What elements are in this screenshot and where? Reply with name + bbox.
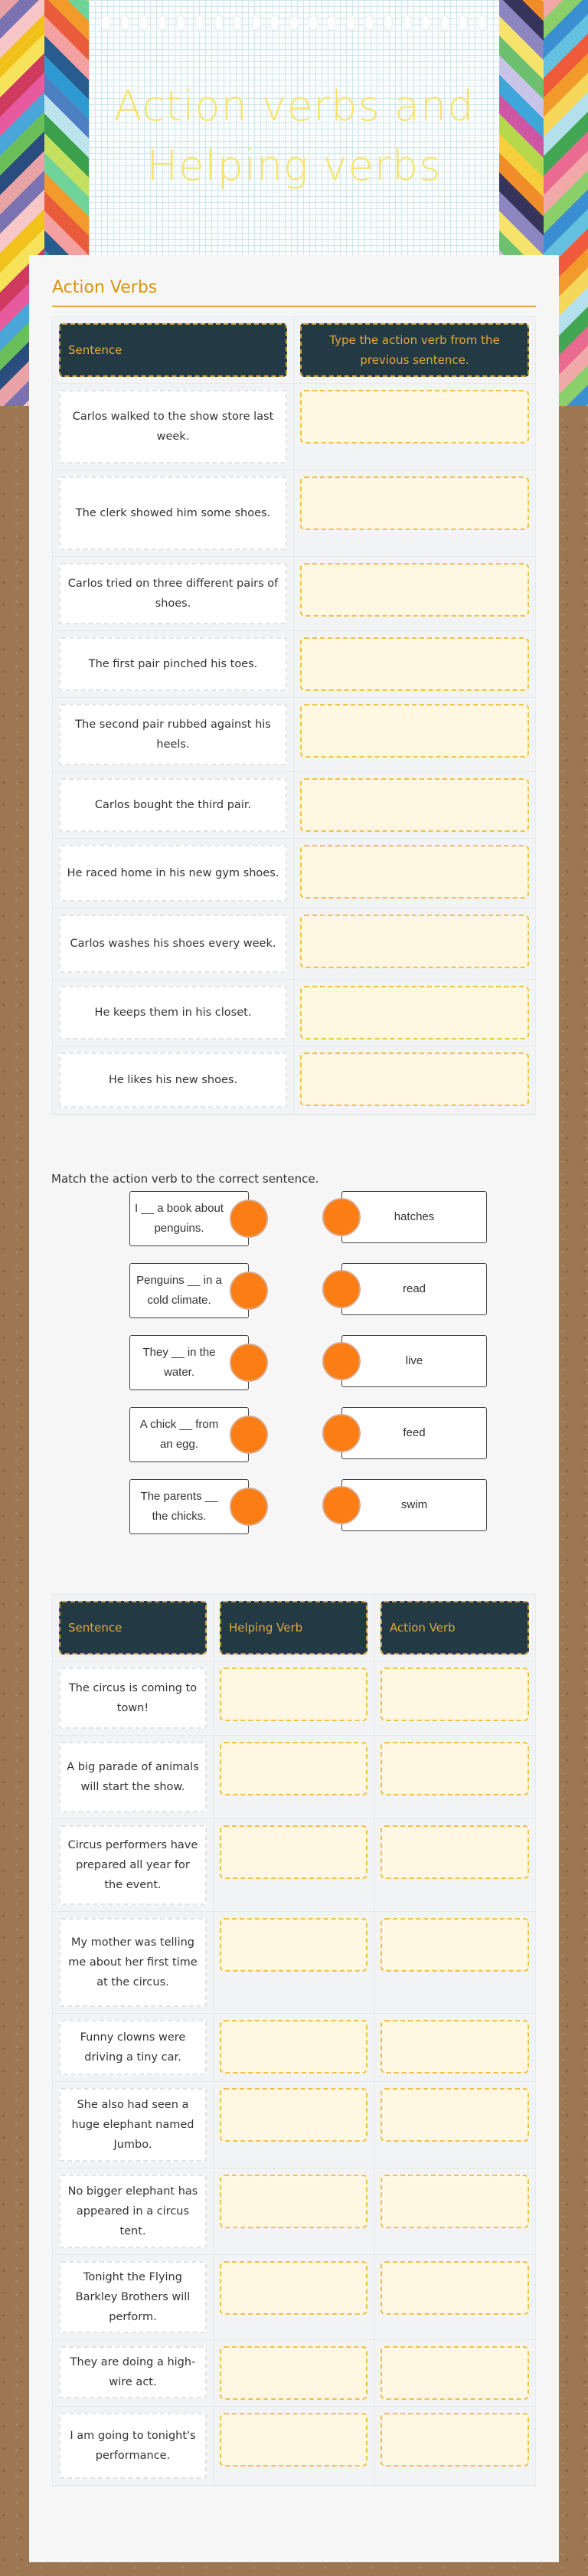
table-row <box>53 908 535 980</box>
sentence-text: No bigger elephant has appeared in a circus tent. <box>59 2175 207 2248</box>
helping-verb-drop-zone[interactable] <box>220 2413 368 2466</box>
table-row <box>53 1819 535 1912</box>
action-verb-drop-zone[interactable] <box>381 1825 529 1879</box>
sentence-cell <box>53 2082 214 2168</box>
answer-cell <box>214 1912 374 2013</box>
match-sentence[interactable]: I __ a book about penguins. <box>129 1191 249 1246</box>
helping-verb-drop-zone[interactable] <box>220 1918 368 1972</box>
column-header: Sentence <box>59 323 287 377</box>
paper-hole <box>327 15 336 31</box>
match-verb[interactable]: live <box>341 1335 487 1387</box>
paper-hole <box>233 15 242 31</box>
match-verb[interactable]: read <box>341 1263 487 1315</box>
sentence-text: Funny clowns were driving a tiny car. <box>59 2020 207 2075</box>
answer-drop-zone[interactable] <box>300 845 529 898</box>
answer-cell <box>374 2168 535 2254</box>
paper-hole <box>364 15 374 31</box>
helping-verbs-table <box>52 1594 536 2486</box>
connector-dot[interactable] <box>230 1200 268 1238</box>
answer-cell <box>214 2255 374 2339</box>
table-row <box>53 1661 535 1736</box>
connector-dot[interactable] <box>230 1488 268 1526</box>
match-row <box>29 1191 559 1246</box>
answer-cell <box>214 2168 374 2254</box>
sentence-cell <box>53 1819 214 1911</box>
table-row <box>53 2255 535 2340</box>
match-sentence[interactable]: A chick __ from an egg. <box>129 1407 249 1462</box>
header-cell <box>53 1595 214 1661</box>
answer-cell <box>294 908 535 979</box>
answer-drop-zone[interactable] <box>300 704 529 758</box>
table-row <box>53 2014 535 2082</box>
header-row <box>53 317 535 384</box>
helping-verb-drop-zone[interactable] <box>220 2020 368 2074</box>
answer-cell <box>374 1912 535 2013</box>
answer-cell <box>214 1661 374 1735</box>
table-row <box>53 1046 535 1115</box>
sentence-text: The second pair rubbed against his heels. <box>59 704 287 765</box>
match-verb[interactable]: hatches <box>341 1191 487 1243</box>
answer-cell <box>374 2014 535 2081</box>
sentence-text: Circus performers have prepared all year for the event. <box>59 1825 207 1905</box>
answer-cell <box>214 2082 374 2168</box>
section-title: Action Verbs <box>52 278 158 297</box>
answer-drop-zone[interactable] <box>300 390 529 444</box>
answer-drop-zone[interactable] <box>300 986 529 1039</box>
table-row <box>53 2082 535 2168</box>
sentence-cell <box>53 470 294 556</box>
sentence-text: Tonight the Flying Barkley Brothers will perform. <box>59 2261 207 2333</box>
paper-hole <box>195 15 204 31</box>
connector-dot[interactable] <box>322 1414 361 1452</box>
helping-verb-drop-zone[interactable] <box>220 2261 368 2315</box>
sentence-cell <box>53 631 294 697</box>
sentence-text: Carlos bought the third pair. <box>59 778 287 832</box>
answer-cell <box>294 631 535 697</box>
matching-instruction: Match the action verb to the correct sentence. <box>51 1172 319 1186</box>
table-row <box>53 470 535 557</box>
match-row <box>29 1479 559 1534</box>
header-cell <box>53 317 294 383</box>
sentence-cell <box>53 2014 214 2081</box>
paper-hole <box>139 15 148 31</box>
answer-cell <box>374 1736 535 1818</box>
helping-verb-drop-zone[interactable] <box>220 2088 368 2142</box>
helping-verb-drop-zone[interactable] <box>220 1668 368 1721</box>
answer-cell <box>294 698 535 771</box>
action-verb-drop-zone[interactable] <box>381 2413 529 2466</box>
paper-hole <box>459 15 468 31</box>
answer-drop-zone[interactable] <box>300 563 529 617</box>
sentence-text: They are doing a high-wire act. <box>59 2346 207 2398</box>
paper-hole <box>252 15 261 31</box>
column-header: Helping Verb <box>220 1601 368 1655</box>
sentence-cell <box>53 908 294 979</box>
table-row <box>53 1736 535 1819</box>
action-verb-drop-zone[interactable] <box>381 2261 529 2315</box>
answer-cell <box>294 384 535 470</box>
sentence-text: A big parade of animals will start the show. <box>59 1742 207 1812</box>
table-row <box>53 772 535 839</box>
answer-cell <box>294 772 535 838</box>
action-verb-drop-zone[interactable] <box>381 1668 529 1721</box>
sentence-text: My mother was telling me about her first time at the circus. <box>59 1918 207 2007</box>
sentence-text: She also had seen a huge elephant named Jumbo. <box>59 2088 207 2162</box>
sentence-cell <box>53 2407 214 2485</box>
sentence-text: The first pair pinched his toes. <box>59 637 287 691</box>
paper-hole <box>270 15 279 31</box>
header-cell <box>214 1595 374 1661</box>
sentence-text: Carlos washes his shoes every week. <box>59 915 287 973</box>
sentence-cell <box>53 2168 214 2254</box>
match-row <box>29 1335 559 1390</box>
paper-hole <box>440 15 449 31</box>
table-row <box>53 2407 535 2486</box>
action-verb-drop-zone[interactable] <box>381 1918 529 1972</box>
connector-dot[interactable] <box>322 1486 361 1524</box>
sentence-cell <box>53 2255 214 2339</box>
sentence-cell <box>53 1046 294 1114</box>
answer-cell <box>294 839 535 908</box>
answer-cell <box>214 2014 374 2081</box>
match-row <box>29 1263 559 1318</box>
connector-dot[interactable] <box>230 1416 268 1454</box>
paper-hole <box>214 15 224 31</box>
answer-drop-zone[interactable] <box>300 1052 529 1106</box>
match-sentence[interactable]: Penguins __ in a cold climate. <box>129 1263 249 1318</box>
answer-cell <box>374 2407 535 2485</box>
connector-dot[interactable] <box>230 1344 268 1382</box>
worksheet-card <box>29 255 559 2562</box>
table-row <box>53 2168 535 2255</box>
match-verb[interactable]: swim <box>341 1479 487 1531</box>
action-verb-drop-zone[interactable] <box>381 2088 529 2142</box>
match-sentence[interactable]: They __ in the water. <box>129 1335 249 1390</box>
answer-cell <box>214 1819 374 1911</box>
answer-cell <box>374 2255 535 2339</box>
sentence-cell <box>53 772 294 838</box>
paper-hole <box>421 15 430 31</box>
sentence-text: He raced home in his new gym shoes. <box>59 845 287 902</box>
answer-cell <box>294 557 535 630</box>
action-verb-drop-zone[interactable] <box>381 1742 529 1795</box>
sentence-text: He likes his new shoes. <box>59 1052 287 1108</box>
answer-cell <box>214 2340 374 2406</box>
paper-holes-top <box>101 15 487 31</box>
action-verb-drop-zone[interactable] <box>381 2175 529 2228</box>
answer-drop-zone[interactable] <box>300 476 529 530</box>
paper-hole <box>346 15 355 31</box>
helping-verb-drop-zone[interactable] <box>220 2346 368 2400</box>
sentence-cell <box>53 839 294 908</box>
answer-cell <box>374 1819 535 1911</box>
sentence-text: He keeps them in his closet. <box>59 986 287 1039</box>
column-header: Sentence <box>59 1601 207 1655</box>
table-row <box>53 1912 535 2014</box>
table-row <box>53 698 535 772</box>
sentence-cell <box>53 557 294 630</box>
paper-hole <box>403 15 412 31</box>
answer-drop-zone[interactable] <box>300 915 529 968</box>
action-verb-drop-zone[interactable] <box>381 2020 529 2074</box>
match-verb[interactable]: feed <box>341 1407 487 1459</box>
action-verbs-table <box>52 316 536 1115</box>
sentence-text: Carlos tried on three different pairs of shoes. <box>59 563 287 624</box>
answer-cell <box>374 2082 535 2168</box>
action-verb-drop-zone[interactable] <box>381 2346 529 2400</box>
sentence-cell <box>53 1912 214 2013</box>
helping-verb-drop-zone[interactable] <box>220 1825 368 1879</box>
header-cell <box>294 317 535 383</box>
column-header: Action Verb <box>381 1601 529 1655</box>
paper-hole <box>289 15 299 31</box>
column-header: Type the action verb from the previous sentence. <box>300 323 529 377</box>
table-row <box>53 2340 535 2407</box>
paper-hole <box>176 15 185 31</box>
table-row <box>53 631 535 698</box>
table-row <box>53 384 535 470</box>
page-title: Action verbs and Helping verbs <box>113 82 475 190</box>
helping-verb-drop-zone[interactable] <box>220 1742 368 1795</box>
sentence-cell <box>53 980 294 1046</box>
connector-dot[interactable] <box>322 1198 361 1236</box>
paper-hole <box>101 15 110 31</box>
divider <box>52 306 536 307</box>
paper-hole <box>478 15 487 31</box>
answer-cell <box>294 980 535 1046</box>
header-cell <box>374 1595 535 1661</box>
sentence-cell <box>53 2340 214 2406</box>
sentence-cell <box>53 1661 214 1735</box>
table-row <box>53 980 535 1046</box>
sentence-cell <box>53 698 294 771</box>
sentence-cell <box>53 1736 214 1818</box>
paper-hole <box>384 15 393 31</box>
answer-cell <box>214 2407 374 2485</box>
connector-dot[interactable] <box>230 1272 268 1310</box>
answer-cell <box>374 1661 535 1735</box>
answer-cell <box>294 470 535 556</box>
connector-dot[interactable] <box>322 1342 361 1380</box>
helping-verb-drop-zone[interactable] <box>220 2175 368 2228</box>
sentence-text: The circus is coming to town! <box>59 1668 207 1729</box>
answer-drop-zone[interactable] <box>300 778 529 832</box>
paper-hole <box>309 15 318 31</box>
answer-cell <box>294 1046 535 1114</box>
sentence-text: Carlos walked to the show store last week. <box>59 390 287 463</box>
header-row <box>53 1595 535 1661</box>
paper-hole <box>158 15 167 31</box>
match-sentence[interactable]: The parents __ the chicks. <box>129 1479 249 1534</box>
sentence-text: The clerk showed him some shoes. <box>59 476 287 550</box>
connector-dot[interactable] <box>322 1270 361 1308</box>
table-row <box>53 839 535 908</box>
answer-cell <box>214 1736 374 1818</box>
match-row <box>29 1407 559 1462</box>
answer-cell <box>374 2340 535 2406</box>
sentence-text: I am going to tonight's performance. <box>59 2413 207 2479</box>
answer-drop-zone[interactable] <box>300 637 529 691</box>
paper-hole <box>120 15 129 31</box>
table-row <box>53 557 535 631</box>
sentence-cell <box>53 384 294 470</box>
